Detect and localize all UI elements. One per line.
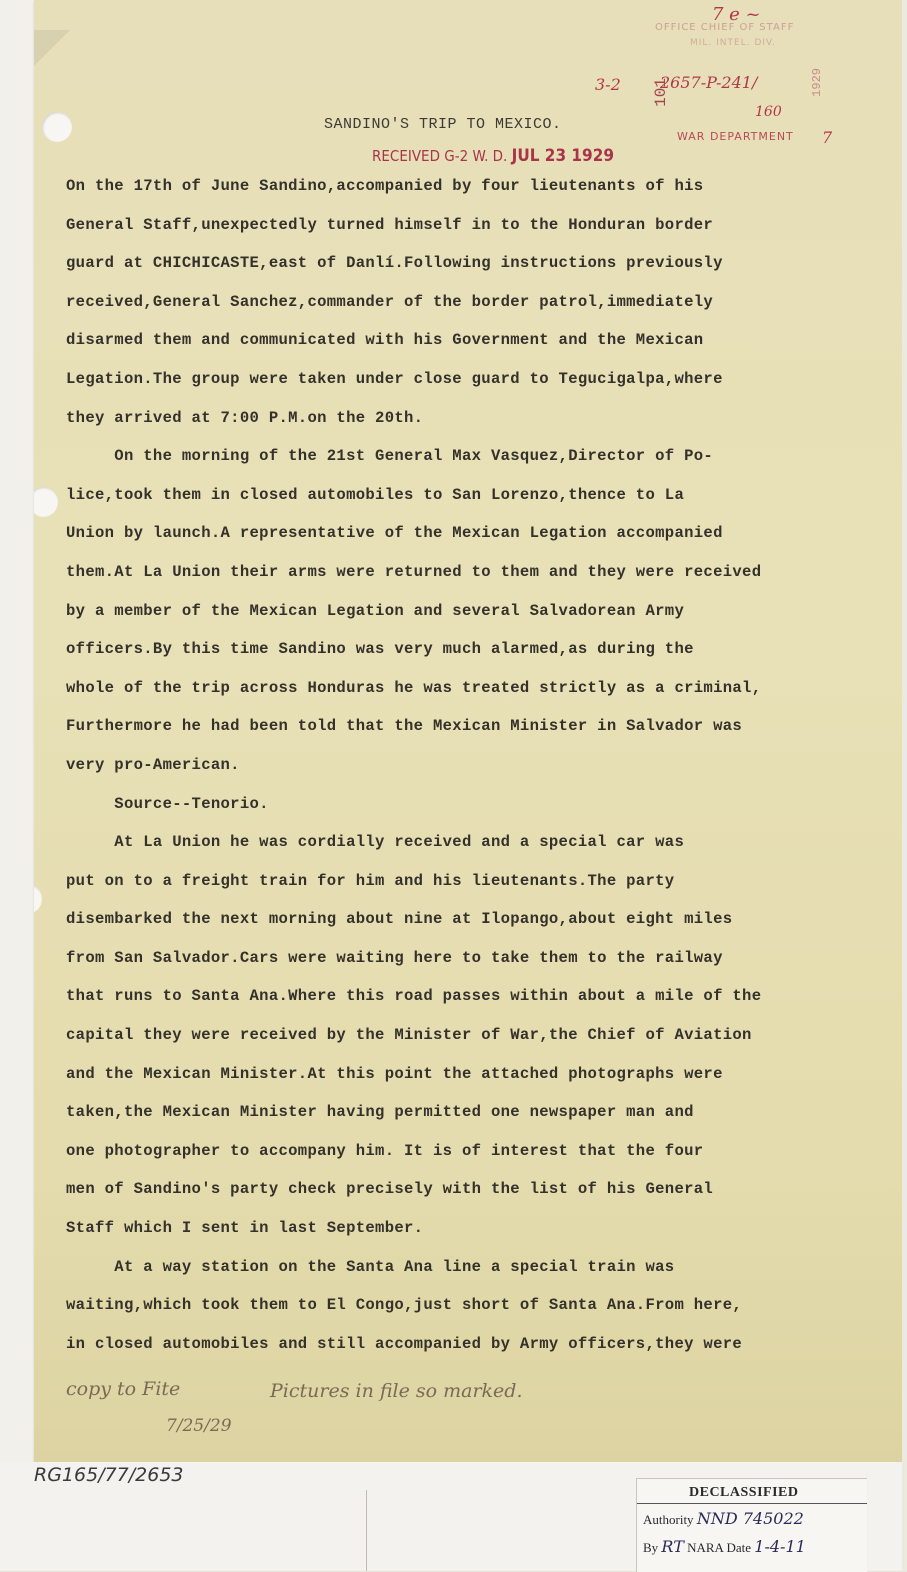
handwritten-seven: 7 xyxy=(822,128,833,147)
nara-date: 1-4-11 xyxy=(754,1537,806,1556)
body-line: disembarked the next morning about nine at Ilopango,about eight miles xyxy=(66,910,733,929)
declassified-title: DECLASSIFIED xyxy=(689,1485,799,1500)
body-line: whole of the trip across Honduras he was treated strictly as a criminal, xyxy=(66,678,762,697)
authority-value: NND 745022 xyxy=(696,1509,804,1528)
body-line: Source--Tenorio. xyxy=(66,794,269,813)
body-line: officers.By this time Sandino was very much alarmed,as during the xyxy=(66,640,694,659)
document-body xyxy=(66,167,906,1363)
office-stamp-sub: MIL. INTEL. DIV. xyxy=(690,38,776,48)
document-title: SANDINO'S TRIP TO MEXICO. xyxy=(324,116,562,133)
body-line: At a way station on the Santa Ana line a special train was xyxy=(66,1257,675,1276)
body-line: capital they were received by the Minister of War,the Chief of Aviation xyxy=(66,1026,752,1045)
by-label: By xyxy=(643,1540,659,1555)
body-line: that runs to Santa Ana.Where this road passes within about a mile of the xyxy=(66,987,762,1006)
file-sub-number: 160 xyxy=(755,104,782,120)
body-line: At La Union he was cordially received and a special car was xyxy=(66,833,685,852)
body-line: General Staff,unexpectedly turned himself in to the Honduran border xyxy=(66,215,714,234)
body-line: they arrived at 7:00 P.M.on the 20th. xyxy=(66,408,424,427)
authority-row xyxy=(643,1509,804,1528)
file-prefix: 3-2 xyxy=(595,75,621,94)
body-line: guard at CHICHICASTE,east of Danlí.Following instructions previously xyxy=(66,254,723,273)
received-date: JUL 23 1929 xyxy=(511,146,614,166)
nara-label: NARA Date xyxy=(687,1540,752,1555)
vertical-stamp-year: 1929 xyxy=(810,68,824,97)
punch-hole xyxy=(42,112,72,142)
page-fold xyxy=(34,30,70,66)
body-line: On the 17th of June Sandino,accompanied by four lieutenants of his xyxy=(66,177,704,195)
body-line: waiting,which took them to El Congo,just short of Santa Ana.From here, xyxy=(66,1296,743,1315)
authority-label: Authority xyxy=(643,1512,694,1527)
punch-hole xyxy=(34,487,58,517)
by-row xyxy=(643,1537,806,1556)
body-line: in closed automobiles and still accompanied by Army officers,they were xyxy=(66,1334,743,1353)
body-line: and the Mexican Minister.At this point the attached photographs were xyxy=(66,1064,723,1083)
pictures-note: Pictures in file so marked. xyxy=(270,1380,523,1402)
body-line: Staff which I sent in last September. xyxy=(66,1219,424,1238)
war-department-stamp: WAR DEPARTMENT xyxy=(677,130,794,143)
body-line: Furthermore he had been told that the Mexican Minister in Salvador was xyxy=(66,717,743,736)
body-line: disarmed them and communicated with his Government and the Mexican xyxy=(66,331,704,350)
punch-hole xyxy=(34,884,42,914)
file-number: 2657-P-241/ xyxy=(660,73,758,92)
office-stamp: OFFICE CHIEF OF STAFF xyxy=(655,22,795,33)
body-line: men of Sandino's party check precisely with the list of his General xyxy=(66,1180,714,1199)
body-line: received,General Sanchez,commander of the border patrol,immediately xyxy=(66,292,714,311)
margin-divider xyxy=(366,1490,367,1571)
body-line: from San Salvador.Cars were waiting here to take them to the railway xyxy=(66,948,723,967)
body-line: them.At La Union their arms were returned to them and they were received xyxy=(66,562,762,581)
declassified-stamp xyxy=(636,1478,867,1572)
vertical-stamp-number: 101 xyxy=(652,78,670,107)
body-line: one photographer to accompany him. It is of interest that the four xyxy=(66,1141,704,1160)
body-line: taken,the Mexican Minister having permitted one newspaper man and xyxy=(66,1103,694,1122)
body-line: by a member of the Mexican Legation and several Salvadorean Army xyxy=(66,601,685,620)
by-value: RT xyxy=(661,1537,684,1556)
body-line: lice,took them in closed automobiles to San Lorenzo,thence to La xyxy=(66,485,685,504)
copy-note: copy to Fite xyxy=(66,1378,181,1400)
body-line: Union by launch.A representative of the Mexican Legation accompanied xyxy=(66,524,723,543)
received-stamp xyxy=(372,146,614,166)
body-line: very pro-American. xyxy=(66,755,240,774)
body-line: On the morning of the 21st General Max Vasquez,Director of Po- xyxy=(66,447,714,466)
handwritten-top-mark: 7 e ~ xyxy=(712,4,761,25)
body-line: put on to a freight train for him and his lieutenants.The party xyxy=(66,871,675,890)
record-group-label: RG165/77/2653 xyxy=(34,1464,184,1486)
received-label: RECEIVED G-2 W. D. xyxy=(372,147,508,165)
copy-date: 7/25/29 xyxy=(166,1416,232,1436)
scan-right-edge xyxy=(902,0,907,1571)
stamp-rule xyxy=(637,1503,867,1504)
body-line: Legation.The group were taken under close guard to Tegucigalpa,where xyxy=(66,369,723,388)
